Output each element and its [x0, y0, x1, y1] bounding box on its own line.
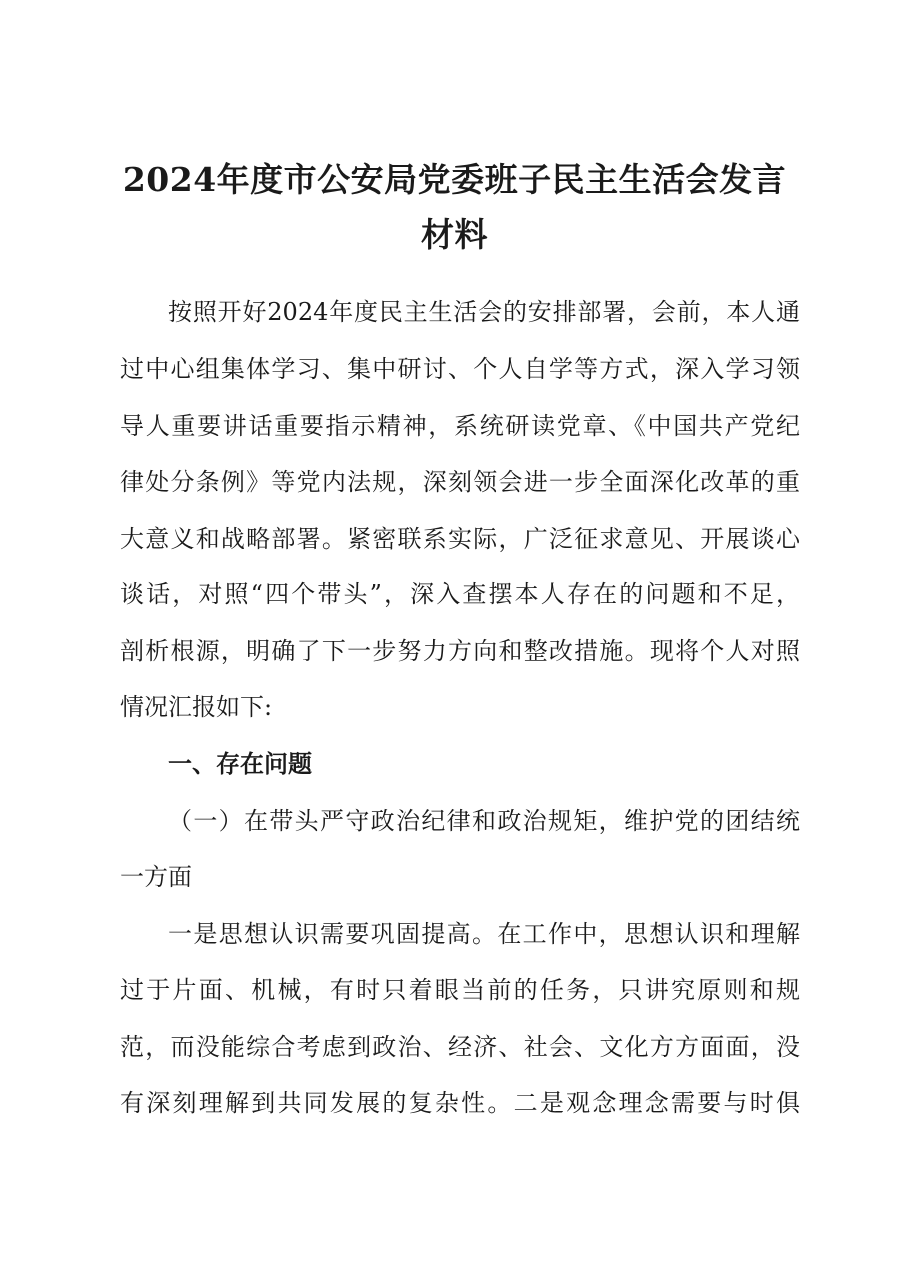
- subsection-heading-line: 一方面: [120, 863, 192, 891]
- body-line: 过于片面、机械，有时只着眼当前的任务，只讲究原则和规: [120, 976, 800, 1004]
- body-line: 一是思想认识需要巩固提高。在工作中，思想认识和理解: [168, 920, 800, 948]
- section-heading: 一、存在问题: [168, 750, 312, 778]
- intro-line: 剖析根源，明确了下一步努力方向和整改措施。现将个人对照: [120, 637, 800, 665]
- body-line: 范，而没能综合考虑到政治、经济、社会、文化方方面面，没: [120, 1033, 800, 1061]
- intro-line: 按照开好2024年度民主生活会的安排部署，会前，本人通: [168, 298, 800, 326]
- intro-line: 导人重要讲话重要指示精神，系统研读党章、《中国共产党纪: [120, 412, 800, 440]
- title-line-1: 2024年度市公安局党委班子民主生活会发言: [122, 160, 787, 199]
- intro-line: 律处分条例》等党内法规，深刻领会进一步全面深化改革的重: [120, 468, 800, 496]
- body-line: 有深刻理解到共同发展的复杂性。二是观念理念需要与时俱: [120, 1089, 800, 1117]
- document-title: [100, 152, 809, 262]
- title-line-2: 材料: [421, 215, 488, 254]
- intro-line: 大意义和战略部署。紧密联系实际，广泛征求意见、开展谈心: [120, 525, 800, 553]
- intro-line: 过中心组集体学习、集中研讨、个人自学等方式，深入学习领: [120, 355, 800, 383]
- intro-line: 情况汇报如下:: [120, 693, 273, 721]
- intro-line: 谈话，对照“四个带头”，深入查摆本人存在的问题和不足，: [120, 580, 800, 608]
- subsection-heading-line: （一）在带头严守政治纪律和政治规矩，维护党的团结统: [168, 807, 800, 835]
